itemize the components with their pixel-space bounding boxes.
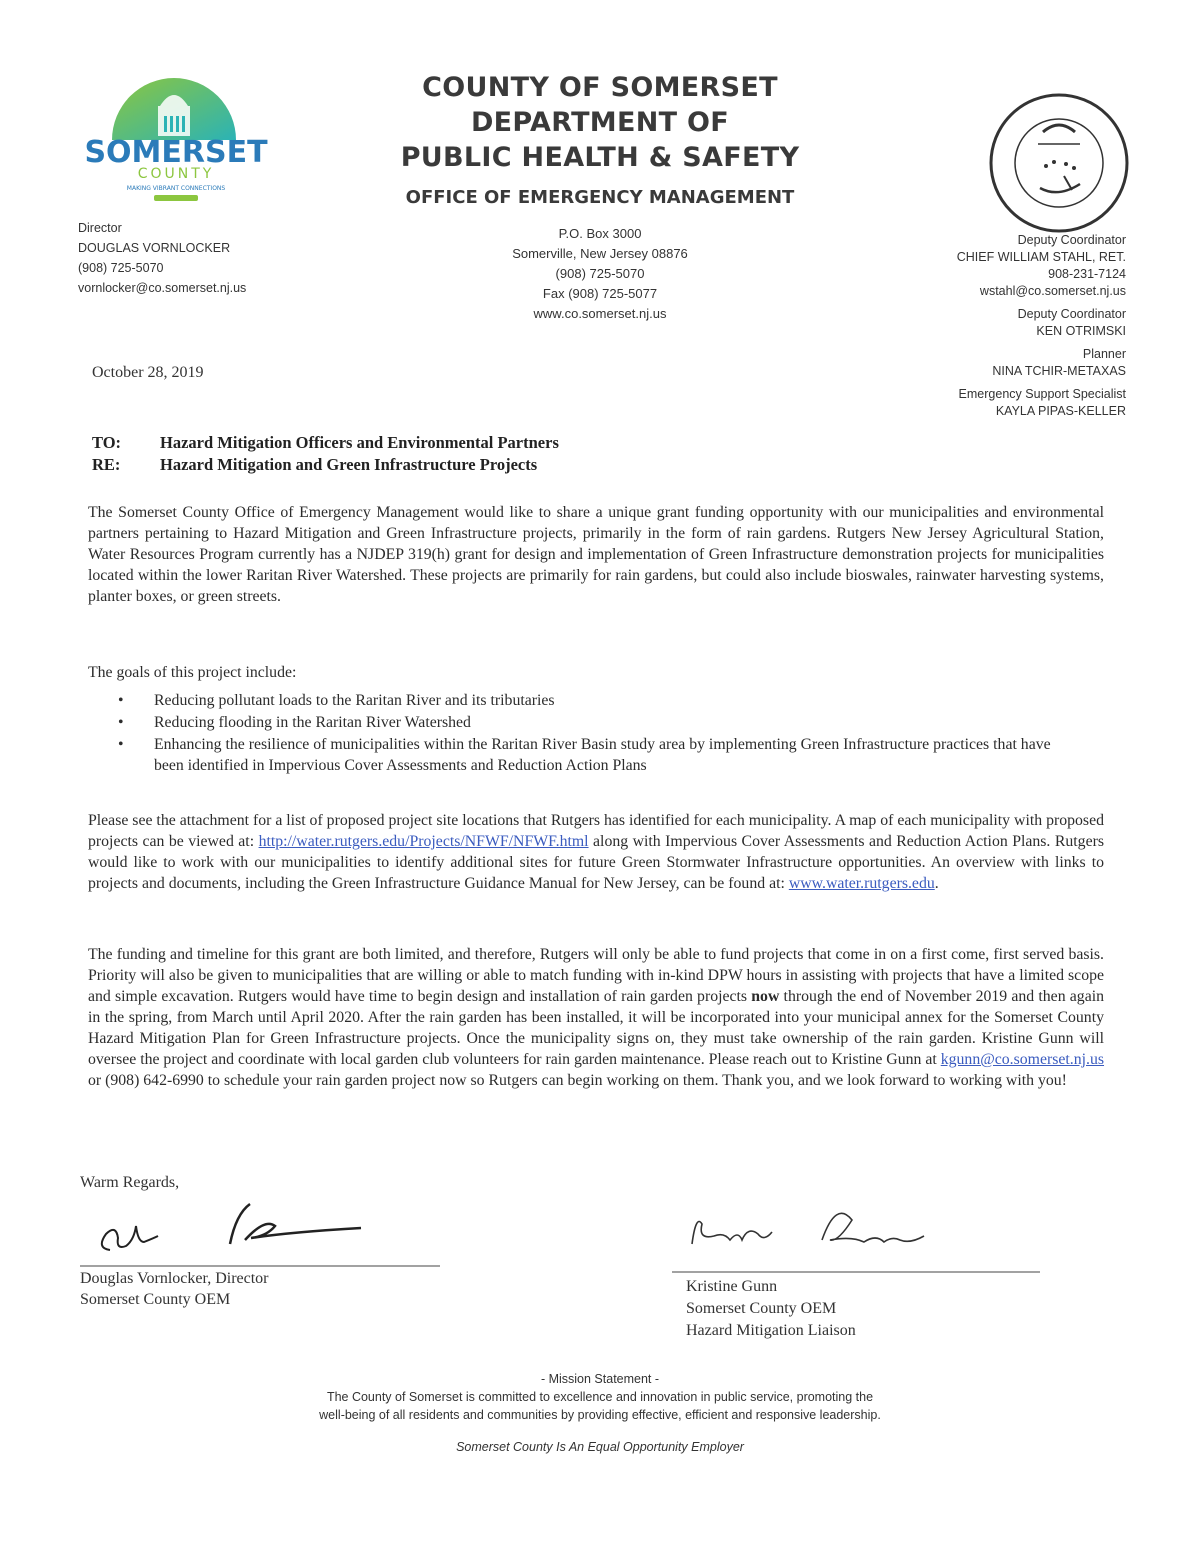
mission-title: - Mission Statement - [540,1372,660,1386]
staff-email: wstahl@co.somerset.nj.us [979,284,1126,298]
office-name: OFFICE OF EMERGENCY MANAGEMENT [405,187,795,208]
email-link[interactable]: kgunn@co.somerset.nj.us [940,1051,1105,1068]
signatory-2-title: Hazard Mitigation Liaison [686,1322,856,1339]
re-label: RE: [92,455,121,474]
signatory-2-name: Kristine Gunn [686,1278,778,1295]
signature-gunn [672,1200,1044,1278]
emphasis-now: now [751,988,780,1005]
funding-paragraph: The funding and timeline for this grant are both limited, and therefore, Rutgers will only be able to fund projects that come in on a first come, first served basis. Priority will also be given to municipalities that are willing or able to match funding with in-kind DPW hours in assisting with projects that have a limited scope and simple excavation. Rutgers would have time to begin design and installation of rain garden projects now through the end of November 2019 and then again in the spring, from March until April 2020. After the rain garden has been installed, it will be incorporated into your municipal annex for the Somerset County Hazard Mitigation Plan for Green Infrastructure projects. Once the municipality signs on, they must take ownership of the rain garden. Kristine Gunn will oversee the project and coordinate with local garden club volunteers for rain garden maintenance. Please reach out to Kristine Gunn at kgunn@co.somerset.nj.us or (908) 642-6990 to schedule your rain garden project now so Rutgers can begin working on them. Thank you, and we look forward to working with you! [88,946,1105,1089]
staff-name: NINA TCHIR-METAXAS [992,364,1126,378]
svg-text:MAKING VIBRANT CONNECTIONS: MAKING VIBRANT CONNECTIONS [126,185,226,192]
staff-entry [957,386,1126,420]
goals-intro: The goals of this project include: [88,664,297,681]
office-contact [480,224,720,324]
signatory-2 [686,1276,856,1342]
staff-name: KAYLA PIPAS-KELLER [995,404,1126,418]
director-block [78,218,246,298]
staff-phone: 908-231-7124 [1048,267,1126,281]
staff-name: CHIEF WILLIAM STAHL, RET. [956,250,1126,264]
bullet-icon: • [118,692,124,709]
staff-entry [957,232,1126,300]
re-line [92,454,559,476]
staff-entry [957,306,1126,340]
svg-text:SOMERSET: SOMERSET [84,135,268,170]
department-name-line1: DEPARTMENT OF [470,107,730,138]
director-name: DOUGLAS VORNLOCKER [78,241,231,255]
attachment-paragraph: Please see the attachment for a list of proposed project site locations that Rutgers has identified for each municipality. A map of each municipality with proposed projects can be viewed at: http://water.rutgers.edu/Projects/NFWF/NFWF.html along with Impervious Cover Assessments and Reduction Action Plans. Rutgers would like to work with our municipalities to identify additional sites for future Green Stormwater Infrastructure opportunities. An overview with links to projects and documents, including the Green Infrastructure Guidance Manual for New Jersey, can be found at: www.water.rutgers.edu. [88,812,1104,892]
letterhead-title [330,70,870,208]
goals-list [118,690,1078,777]
signature-vornlocker [80,1200,450,1272]
po-box: P.O. Box 3000 [558,226,642,241]
director-title: Director [78,221,122,235]
staff-title: Planner [1082,347,1126,361]
staff-title: Emergency Support Specialist [958,387,1126,401]
director-phone: (908) 725-5070 [78,261,164,275]
staff-title: Deputy Coordinator [1017,233,1126,247]
staff-block [957,232,1126,426]
staff-entry [957,346,1126,380]
to-line [92,432,559,454]
mission-statement [180,1370,1020,1424]
closing: Warm Regards, [80,1174,180,1191]
letter-date: October 28, 2019 [92,364,204,381]
list-item: • Reducing flooding in the Raritan River Watershed [118,714,471,731]
bullet-icon: • [118,736,124,753]
nfwf-link[interactable]: http://water.rutgers.edu/Projects/NFWF/NFWF.html [258,833,589,850]
staff-title: Deputy Coordinator [1017,307,1126,321]
bullet-icon: • [118,714,124,731]
equal-opportunity-statement: Somerset County Is An Equal Opportunity Employer [456,1440,744,1454]
svg-text:COUNTY: COUNTY [137,166,215,182]
website: www.co.somerset.nj.us [533,306,667,321]
mission-line-1: The County of Somerset is committed to excellence and innovation in public service, promoting the [326,1390,874,1404]
somerset-county-logo [72,62,282,212]
list-item: • Enhancing the resilience of municipalities within the Raritan River Basin study area by implementing Green Infrastructure practices that have been identified in Impervious Cover Assessments and Reduction Action Plans [118,736,1051,774]
director-email: vornlocker@co.somerset.nj.us [78,281,247,295]
to-label: TO: [92,433,122,452]
water-rutgers-link[interactable]: www.water.rutgers.edu [788,875,935,892]
county-name: COUNTY OF SOMERSET [422,72,778,103]
to-value: Hazard Mitigation Officers and Environmental Partners [160,433,559,452]
signatory-2-org: Somerset County OEM [686,1300,837,1317]
staff-name: KEN OTRIMSKI [1036,324,1126,338]
mission-line-2: well-being of all residents and communities by providing effective, efficient and responsive leadership. [319,1408,881,1422]
signatory-1-org: Somerset County OEM [80,1291,231,1308]
memo-header [92,432,559,476]
list-item: • Reducing pollutant loads to the Raritan River and its tributaries [118,692,555,709]
phone: (908) 725-5070 [555,266,645,281]
signatory-1-name: Douglas Vornlocker, Director [80,1270,269,1287]
address: Somerville, New Jersey 08876 [512,246,688,261]
intro-paragraph: The Somerset County Office of Emergency Management would like to share a unique grant funding opportunity with our municipalities and environmental partners pertaining to Hazard Mitigation and Green Infrastructure projects, primarily in the form of rain gardens. Rutgers New Jersey Agricultural Station, Water Resources Program currently has a NJDEP 319(h) grant for design and implementation of Green Infrastructure demonstration projects for municipalities located within the lower Raritan River Watershed. These projects are primarily for rain gardens, but could also include bioswales, rainwater harvesting systems, planter boxes, or green streets. [88,504,1104,605]
county-seal [988,92,1130,234]
re-value: Hazard Mitigation and Green Infrastructure Projects [160,455,538,474]
signatory-1 [80,1268,269,1310]
department-name-line2: PUBLIC HEALTH & SAFETY [400,142,800,173]
fax: Fax (908) 725-5077 [542,286,658,301]
